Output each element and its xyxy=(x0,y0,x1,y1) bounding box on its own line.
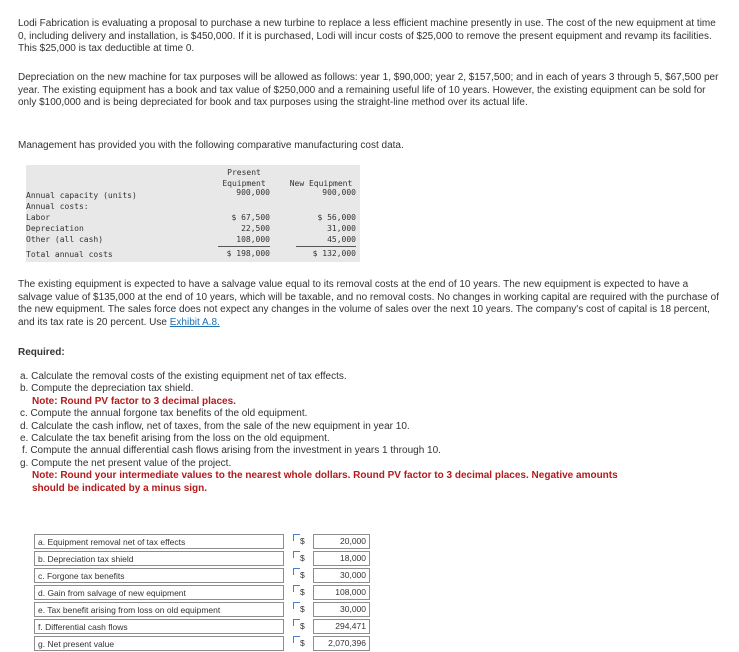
answer-input-e[interactable]: 30,000 xyxy=(313,602,370,617)
answer-marker-e xyxy=(293,602,300,609)
answer-currency-c: $ xyxy=(300,570,305,580)
req-e: e. Calculate the tax benefit arising from the loss on the old equipment. xyxy=(20,433,330,445)
answer-marker-g xyxy=(293,636,300,643)
salvage-paragraph: The existing equipment is expected to have a salvage value equal to its removal costs at the end of 10 years. The new equipment is expected to have a salvage value of $135,000 at the end of 10 years, which will be taxable, and no removal costs. No changes in working capital are required with the purchase of the new equipment. The sales force does not expect any changes in the volume of sales over the next 10 years. The company's cost of capital is 18 percent, and its tax rate is 20 percent. Use Exhibit A.8. xyxy=(18,279,719,328)
new-other: 45,000 xyxy=(327,235,356,244)
present-header-line1: Present xyxy=(227,168,261,177)
answer-input-c[interactable]: 30,000 xyxy=(313,568,370,583)
required-list xyxy=(20,371,725,495)
new-capacity: 900,000 xyxy=(322,188,356,197)
answer-marker-b xyxy=(293,551,300,558)
req-c: c. Compute the annual forgone tax benefits of the old equipment. xyxy=(20,408,308,420)
answer-input-f[interactable]: 294,471 xyxy=(313,619,370,634)
row-label-annual-costs: Annual costs: xyxy=(26,202,89,211)
new-subtotal-rule xyxy=(296,246,356,247)
req-f: f. Compute the annual differential cash flows arising from the investment in years 1 through 10. xyxy=(22,445,441,457)
exhibit-link[interactable]: Exhibit A.8. xyxy=(169,316,220,328)
depreciation-paragraph: Depreciation on the new machine for tax purposes will be allowed as follows: year 1, $90,000; year 2, $157,500; and in each of years 3 through 5, $67,500 per year. The existing equipment has a book and tax value of $250,000 and a remaining useful life of 10 years. However, the existing equipment can be sold for only $100,000 and is being depreciated for book and tax purposes using the straight-line method over its actual life. xyxy=(18,72,719,109)
new-header: New Equipment xyxy=(289,179,353,188)
answer-input-b[interactable]: 18,000 xyxy=(313,551,370,566)
answer-label-b: b. Depreciation tax shield xyxy=(34,551,284,566)
req-note1: Note: Round PV factor to 3 decimal places. xyxy=(32,395,236,407)
row-label-total: Total annual costs xyxy=(26,250,113,259)
answer-label-a: a. Equipment removal net of tax effects xyxy=(34,534,284,549)
req-note2-line1: Note: Round your intermediate values to the nearest whole dollars. Round PV factor to 3 decimal places. Negative amounts xyxy=(32,470,618,482)
answer-marker-a xyxy=(293,534,300,541)
req-g: g. Compute the net present value of the project. xyxy=(20,457,232,469)
answer-marker-c xyxy=(293,568,300,575)
present-labor: $ 67,500 xyxy=(231,213,270,222)
required-heading: Required: xyxy=(18,347,65,358)
answer-input-a[interactable]: 20,000 xyxy=(313,534,370,549)
answer-currency-g: $ xyxy=(300,638,305,648)
answer-label-g: g. Net present value xyxy=(34,636,284,651)
present-other: 108,000 xyxy=(236,235,270,244)
present-capacity: 900,000 xyxy=(236,188,270,197)
cost-data-table xyxy=(26,165,360,262)
answer-label-c: c. Forgone tax benefits xyxy=(34,568,284,583)
answer-input-g[interactable]: 2,070,396 xyxy=(313,636,370,651)
new-labor: $ 56,000 xyxy=(317,213,356,222)
management-paragraph: Management has provided you with the following comparative manufacturing cost data. xyxy=(18,140,404,151)
present-total: $ 198,000 xyxy=(226,249,270,258)
answer-label-e: e. Tax benefit arising from loss on old equipment xyxy=(34,602,284,617)
answer-currency-d: $ xyxy=(300,587,305,597)
req-d: d. Calculate the cash inflow, net of taxes, from the sale of the new equipment in year 10. xyxy=(20,420,410,432)
present-header-line2: Equipment xyxy=(222,179,266,188)
req-note2-line2: should be indicated by a minus sign. xyxy=(32,482,208,494)
answer-label-f: f. Differential cash flows xyxy=(34,619,284,634)
row-label-other: Other (all cash) xyxy=(26,235,104,244)
present-depreciation: 22,500 xyxy=(241,224,270,233)
row-label-labor: Labor xyxy=(26,213,51,222)
answer-currency-e: $ xyxy=(300,604,305,614)
new-depreciation: 31,000 xyxy=(327,224,356,233)
answer-marker-d xyxy=(293,585,300,592)
row-label-depreciation: Depreciation xyxy=(26,224,84,233)
req-a: a. Calculate the removal costs of the existing equipment net of tax effects. xyxy=(20,371,347,382)
answer-marker-f xyxy=(293,619,300,626)
intro-paragraph: Lodi Fabrication is evaluating a proposal to purchase a new turbine to replace a less efficient machine presently in use. The cost of the new equipment at time 0, including delivery and installation, is $450,000. If it is purchased, Lodi will incur costs of $25,000 to remove the present equipment and revamp its facilities. This $25,000 is tax deductible at time 0. xyxy=(18,18,716,55)
new-total: $ 132,000 xyxy=(312,249,356,258)
req-b: b. Compute the depreciation tax shield. xyxy=(20,383,194,395)
answer-currency-a: $ xyxy=(300,536,305,546)
answer-label-d: d. Gain from salvage of new equipment xyxy=(34,585,284,600)
present-subtotal-rule xyxy=(218,246,270,247)
row-label-capacity: Annual capacity (units) xyxy=(26,191,137,200)
answer-input-d[interactable]: 108,000 xyxy=(313,585,370,600)
answer-currency-f: $ xyxy=(300,621,305,631)
answer-currency-b: $ xyxy=(300,553,305,563)
